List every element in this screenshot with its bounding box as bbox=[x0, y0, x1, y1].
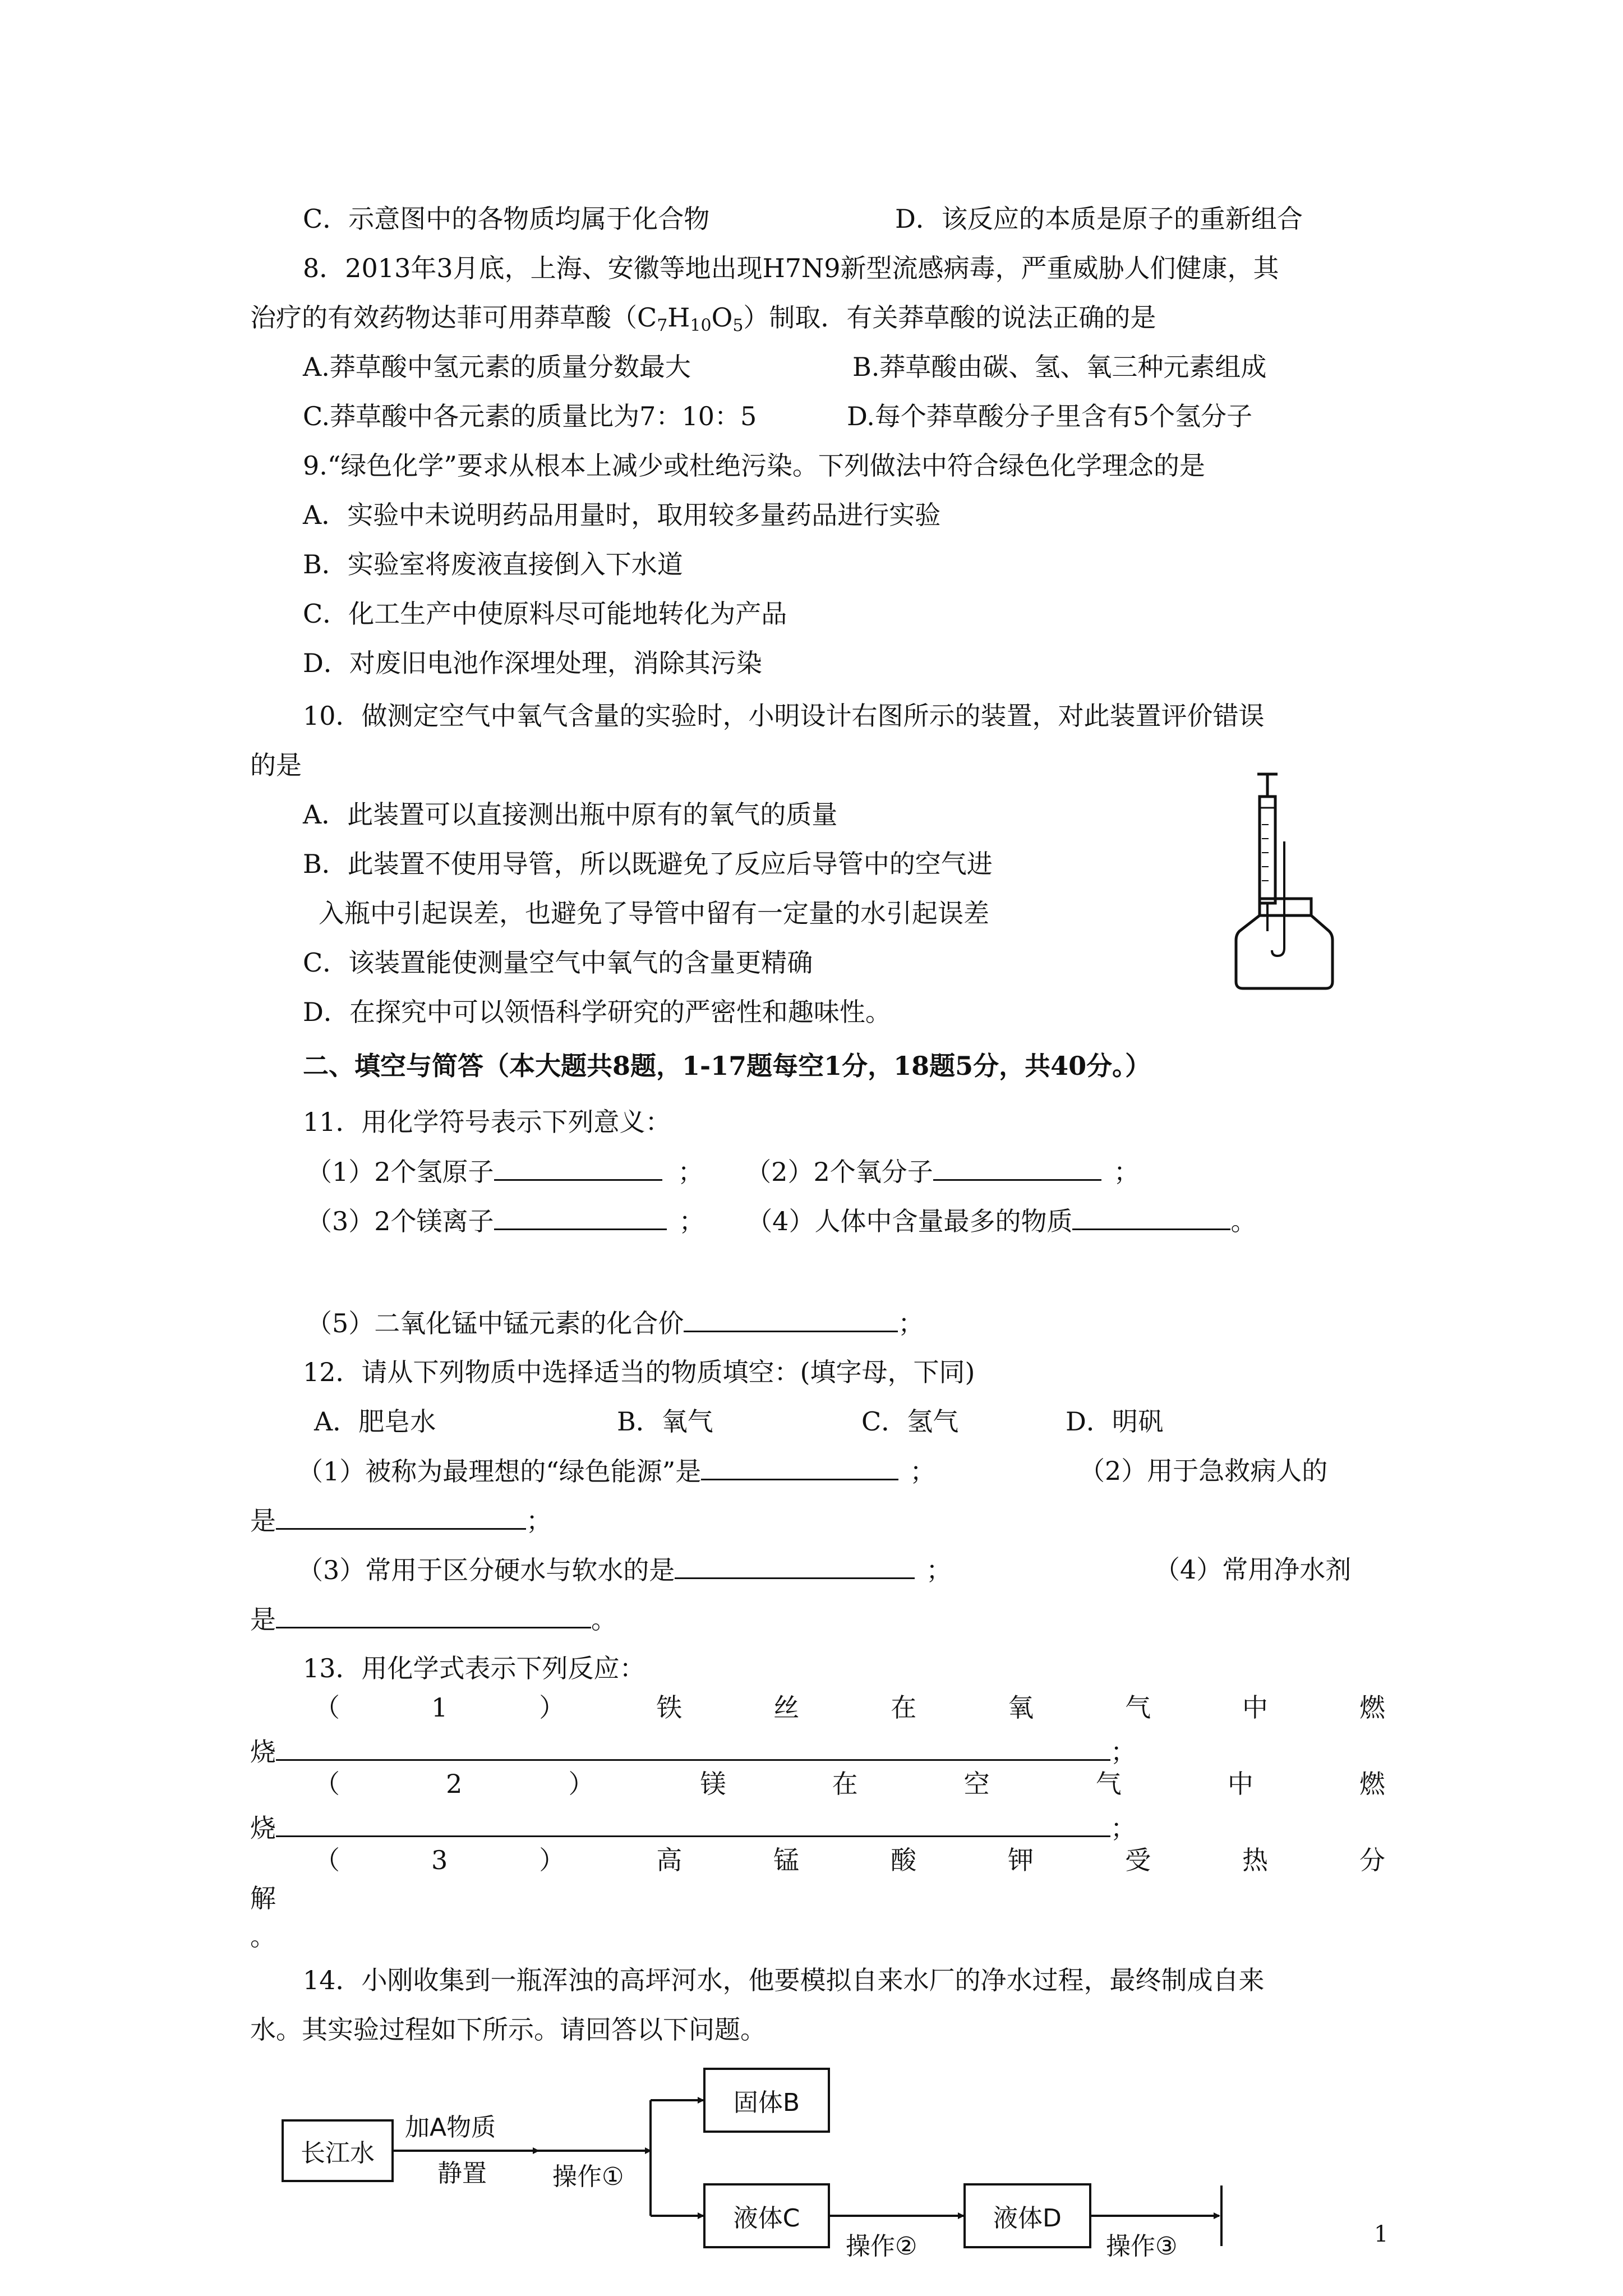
char: 在 bbox=[832, 1769, 858, 1799]
flow-start-box: 长江水 bbox=[282, 2119, 394, 2182]
char: 镁 bbox=[700, 1769, 726, 1799]
q13-reaction3-tail: 。 bbox=[250, 1921, 276, 1952]
page-number: 1 bbox=[1374, 2221, 1389, 2247]
q11-part1-label: （1）2个氢原子 bbox=[306, 1157, 494, 1187]
char: 丝 bbox=[773, 1692, 800, 1723]
flow-settle-label: 静置 bbox=[437, 2159, 487, 2188]
flow-liquid-c-box: 液体C bbox=[703, 2183, 830, 2248]
flow-op2-label: 操作② bbox=[846, 2232, 917, 2261]
char: 3 bbox=[431, 1845, 448, 1875]
char: ） bbox=[539, 1692, 565, 1723]
char: ） bbox=[568, 1769, 594, 1799]
punctuation: 。 bbox=[1230, 1206, 1257, 1236]
q12-part2-label-cont: 是 bbox=[250, 1506, 276, 1536]
punctuation: 。 bbox=[591, 1604, 617, 1635]
char: 高 bbox=[656, 1845, 683, 1875]
char: 氧 bbox=[1008, 1692, 1034, 1723]
q14-stem-line1: 14．小刚收集到一瓶浑浊的高坪河水，他要模拟自来水厂的净水过程，最终制成自来 bbox=[303, 1965, 1265, 1995]
punctuation: ； bbox=[926, 1555, 952, 1585]
char: 空 bbox=[963, 1769, 990, 1799]
q12-option-b: B．氧气 bbox=[617, 1406, 713, 1437]
flow-liquid-d-box: 液体D bbox=[963, 2183, 1091, 2248]
q8-option-a: A.莽草酸中氢元素的质量分数最大 bbox=[303, 352, 691, 382]
q9-stem: 9.“绿色化学”要求从根本上减少或杜绝污染。下列做法中符合绿色化学理念的是 bbox=[303, 450, 1205, 481]
char: 钾 bbox=[1008, 1845, 1034, 1875]
char: 分 bbox=[1359, 1845, 1385, 1875]
q10-stem-line1: 10．做测定空气中氧气含量的实验时，小明设计右图所示的装置，对此装置评价错误 bbox=[303, 701, 1265, 731]
q9-option-b: B．实验室将废液直接倒入下水道 bbox=[303, 549, 683, 579]
q11-part3-label: （3）2个镁离子 bbox=[306, 1206, 494, 1236]
q7-option-c: C．示意图中的各物质均属于化合物 bbox=[303, 204, 710, 234]
q8-stem-text: ）制取．有关莽草酸的说法正确的是 bbox=[743, 302, 1156, 333]
flow-op1-label: 操作① bbox=[552, 2162, 624, 2191]
punctuation: ； bbox=[1113, 1157, 1140, 1187]
subscript: 10 bbox=[690, 316, 712, 335]
q10-option-b-line2: 入瓶中引起误差，也避免了导管中留有一定量的水引起误差 bbox=[319, 898, 989, 928]
char: 酸 bbox=[891, 1845, 917, 1875]
char: 2 bbox=[446, 1769, 463, 1799]
char: 锰 bbox=[773, 1845, 800, 1875]
q11-stem: 11．用化学符号表示下列意义： bbox=[303, 1107, 671, 1137]
q8-stem-text: 治疗的有效药物达菲可用莽草酸（C bbox=[250, 302, 657, 333]
char: 中 bbox=[1227, 1769, 1253, 1799]
punctuation: ； bbox=[526, 1506, 552, 1536]
q8-option-b: B.莽草酸由碳、氢、氧三种元素组成 bbox=[852, 352, 1267, 382]
char: 中 bbox=[1242, 1692, 1269, 1723]
char: （ bbox=[314, 1769, 340, 1799]
flow-solid-box: 固体B bbox=[703, 2068, 830, 2133]
q10-stem-line2: 的是 bbox=[250, 750, 302, 780]
char: 气 bbox=[1095, 1769, 1122, 1799]
q12-option-c: C．氢气 bbox=[861, 1406, 959, 1437]
q8-option-c: C.莽草酸中各元素的质量比为7：10：5 bbox=[303, 401, 757, 431]
q10-option-a: A．此装置可以直接测出瓶中原有的氧气的质量 bbox=[303, 799, 838, 830]
q12-stem: 12．请从下列物质中选择适当的物质填空：(填字母，下同) bbox=[303, 1357, 975, 1387]
char: 烧 bbox=[250, 1813, 276, 1843]
flow-add-label: 加A物质 bbox=[405, 2113, 496, 2142]
char: 燃 bbox=[1359, 1769, 1385, 1799]
char: （ bbox=[314, 1692, 340, 1723]
q12-part1-label: （1）被称为最理想的“绿色能源”是 bbox=[297, 1456, 702, 1487]
punctuation: ； bbox=[677, 1157, 704, 1187]
q9-option-c: C．化工生产中使原料尽可能地转化为产品 bbox=[303, 599, 787, 629]
char: 1 bbox=[431, 1692, 448, 1723]
q8-option-d: D.每个莽草酸分子里含有5个氢分子 bbox=[847, 401, 1253, 431]
char: 气 bbox=[1125, 1692, 1151, 1723]
char: 烧 bbox=[250, 1737, 276, 1767]
q12-option-a: A．肥皂水 bbox=[314, 1406, 436, 1437]
formula-part: O bbox=[711, 302, 733, 333]
q12-part3-label: （3）常用于区分硬水与软水的是 bbox=[297, 1555, 675, 1585]
char: 受 bbox=[1125, 1845, 1151, 1875]
punctuation: ； bbox=[898, 1308, 924, 1338]
q9-option-d: D．对废旧电池作深埋处理，消除其污染 bbox=[303, 648, 762, 678]
formula-part: H bbox=[667, 302, 690, 333]
q13-stem: 13．用化学式表示下列反应： bbox=[303, 1653, 645, 1683]
q11-part2-label: （2）2个氧分子 bbox=[745, 1157, 933, 1187]
flow-op3-label: 操作③ bbox=[1106, 2232, 1178, 2261]
punctuation: ； bbox=[910, 1456, 936, 1487]
q8-stem-line1: 8．2013年3月底，上海、安徽等地出现H7N9新型流感病毒，严重威胁人们健康，其 bbox=[303, 253, 1279, 283]
q14-stem-line2: 水。其实验过程如下所示。请回答以下问题。 bbox=[250, 2014, 766, 2045]
q12-option-d: D．明矾 bbox=[1066, 1406, 1164, 1437]
char: ） bbox=[539, 1845, 565, 1875]
q9-option-a: A．实验中未说明药品用量时，取用较多量药品进行实验 bbox=[303, 500, 941, 530]
section2-heading: 二、填空与简答（本大题共8题，1-17题每空1分，18题5分，共40分。） bbox=[303, 1051, 1151, 1081]
char: 热 bbox=[1242, 1845, 1269, 1875]
char: 铁 bbox=[656, 1692, 683, 1723]
q13-reaction3-answer-line: 解 bbox=[250, 1883, 276, 1913]
subscript: 5 bbox=[732, 316, 744, 335]
q12-part4-label-cont: 是 bbox=[250, 1604, 276, 1635]
q12-part4-label: （4）常用净水剂 bbox=[1154, 1554, 1352, 1585]
subscript: 7 bbox=[657, 316, 668, 335]
q10-option-b-line1: B．此装置不使用导管，所以既避免了反应后导管中的空气进 bbox=[303, 849, 993, 879]
char: （ bbox=[314, 1845, 340, 1875]
punctuation: ； bbox=[1110, 1737, 1136, 1767]
q11-part5-label: （5）二氧化锰中锰元素的化合价 bbox=[306, 1308, 684, 1338]
q10-option-d: D．在探究中可以领悟科学研究的严密性和趣味性。 bbox=[303, 997, 891, 1027]
char: 燃 bbox=[1359, 1692, 1385, 1723]
q10-option-c: C．该装置能使测量空气中氧气的含量更精确 bbox=[303, 947, 813, 978]
char: 在 bbox=[891, 1692, 917, 1723]
q12-part2-label: （2）用于急救病人的 bbox=[1079, 1456, 1328, 1486]
punctuation: ； bbox=[679, 1206, 705, 1236]
q11-part4-label: （4）人体中含量最多的物质 bbox=[746, 1206, 1073, 1236]
punctuation: ； bbox=[1110, 1813, 1136, 1843]
q7-option-d: D．该反应的本质是原子的重新组合 bbox=[895, 204, 1303, 234]
